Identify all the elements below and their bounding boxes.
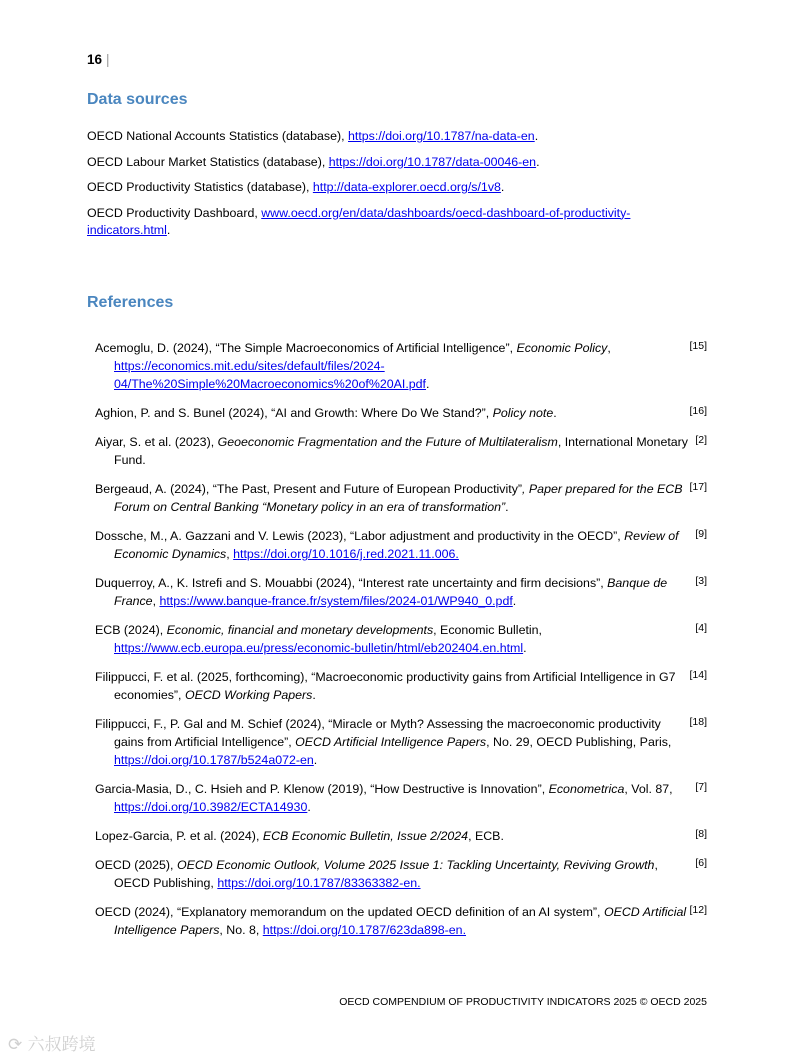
reference-link[interactable]: https://doi.org/10.1016/j.red.2021.11.006. bbox=[233, 547, 459, 561]
reference-text bbox=[95, 339, 689, 393]
data-source-link[interactable]: https://doi.org/10.1787/na-data-en bbox=[348, 129, 535, 143]
reference-segment: . bbox=[512, 594, 517, 608]
data-source-item bbox=[87, 205, 707, 239]
data-source-end: . bbox=[536, 154, 540, 169]
reference-number: [8] bbox=[695, 828, 707, 840]
reference-title: Banque de France bbox=[114, 576, 668, 608]
reference-item bbox=[95, 433, 707, 469]
reference-segment: . bbox=[312, 688, 316, 702]
reference-number: [15] bbox=[689, 340, 707, 352]
reference-segment: . bbox=[553, 406, 557, 420]
reference-segment: Filippucci, F., P. Gal and M. Schief (2024), “Miracle or Myth? Assessing the macroeconomic productivity gains from Artificial Intelligence”, bbox=[95, 717, 661, 749]
reference-number: [16] bbox=[689, 405, 707, 417]
reference-item bbox=[95, 621, 707, 657]
reference-title: , Paper prepared for the ECB Forum on Central Banking “Monetary policy in an era of transformation” bbox=[114, 482, 683, 514]
reference-number: [3] bbox=[695, 575, 707, 587]
reference-text bbox=[95, 404, 689, 422]
reference-segment: , No. 29, OECD Publishing, Paris, bbox=[486, 735, 672, 749]
reference-segment: , International Monetary Fund. bbox=[114, 435, 688, 467]
data-source-item bbox=[87, 154, 707, 171]
reference-text bbox=[95, 856, 689, 892]
reference-item bbox=[95, 404, 707, 422]
reference-title: Policy note bbox=[492, 406, 554, 420]
reference-link[interactable]: https://doi.org/10.1787/623da898-en. bbox=[262, 923, 467, 937]
reference-segment: Aiyar, S. et al. (2023), bbox=[95, 435, 218, 449]
page-number: 16 | bbox=[87, 52, 110, 67]
reference-segment: Acemoglu, D. (2024), “The Simple Macroeconomics of Artificial Intelligence”, bbox=[95, 341, 517, 355]
reference-number: [9] bbox=[695, 528, 707, 540]
reference-number: [4] bbox=[695, 622, 707, 634]
reference-item bbox=[95, 903, 707, 939]
reference-segment: . bbox=[523, 641, 527, 655]
data-source-link[interactable]: www.oecd.org/en/data/dashboards/oecd-dashboard-of-productivity-indicators.html bbox=[87, 205, 631, 237]
reference-number: [14] bbox=[689, 669, 707, 681]
reference-segment: Dossche, M., A. Gazzani and V. Lewis (2023), “Labor adjustment and productivity in the OECD”, bbox=[95, 529, 625, 543]
reference-title: Review of Economic Dynamics bbox=[114, 529, 679, 561]
reference-title: ECB Economic Bulletin, Issue 2/2024 bbox=[262, 829, 469, 843]
reference-number: [17] bbox=[689, 481, 707, 493]
data-source-label: OECD Productivity Dashboard, bbox=[87, 205, 262, 220]
reference-link[interactable]: https://www.banque-france.fr/system/files/2024-01/WP940_0.pdf bbox=[159, 594, 513, 608]
reference-text bbox=[95, 621, 689, 657]
reference-item bbox=[95, 574, 707, 610]
reference-item bbox=[95, 827, 707, 845]
reference-text bbox=[95, 527, 689, 563]
reference-segment: Duquerroy, A., K. Istrefi and S. Mouabbi (2024), “Interest rate uncertainty and firm decisions”, bbox=[95, 576, 608, 590]
reference-link[interactable]: https://doi.org/10.3982/ECTA14930 bbox=[114, 800, 308, 814]
reference-segment: , ECB. bbox=[468, 829, 504, 843]
data-source-link[interactable]: https://doi.org/10.1787/data-00046-en bbox=[328, 154, 537, 169]
reference-segment: . bbox=[505, 500, 509, 514]
data-source-end: . bbox=[534, 129, 539, 143]
reference-segment: . bbox=[313, 753, 318, 767]
reference-link[interactable]: https://doi.org/10.1787/83363382-en. bbox=[217, 876, 421, 890]
reference-link[interactable]: https://www.ecb.europa.eu/press/economic-bulletin/html/eb202404.en.html bbox=[114, 641, 524, 655]
reference-segment: Garcia-Masia, D., C. Hsieh and P. Klenow (2019), “How Destructive is Innovation”, bbox=[95, 782, 549, 796]
reference-link[interactable]: https://doi.org/10.1787/b524a072-en bbox=[114, 753, 314, 767]
reference-text bbox=[95, 668, 689, 704]
reference-segment: OECD (2024), “Explanatory memorandum on the updated OECD definition of an AI system”, bbox=[95, 905, 604, 919]
reference-text bbox=[95, 780, 689, 816]
reference-segment: Filippucci, F. et al. (2025, forthcoming), “Macroeconomic productivity gains from Artificial Intelligence in G7 economies”, bbox=[95, 670, 676, 702]
reference-segment: , bbox=[226, 547, 234, 561]
reference-number: [7] bbox=[695, 781, 707, 793]
references-list bbox=[95, 339, 707, 950]
reference-segment: , OECD Publishing, bbox=[114, 858, 658, 890]
reference-item bbox=[95, 668, 707, 704]
data-source-item bbox=[87, 128, 707, 145]
reference-text bbox=[95, 903, 689, 939]
reference-item bbox=[95, 339, 707, 393]
reference-number: [12] bbox=[689, 904, 707, 916]
reference-title: Economic, financial and monetary developments bbox=[166, 623, 434, 637]
watermark-logo: ⟳ 六叔跨境 bbox=[8, 1035, 96, 1055]
reference-title: OECD Economic Outlook, Volume 2025 Issue 1: Tackling Uncertainty, Reviving Growth bbox=[176, 858, 655, 872]
reference-title: OECD Artificial Intelligence Papers bbox=[295, 735, 487, 749]
reference-segment: . bbox=[307, 800, 311, 814]
data-source-label: OECD National Accounts Statistics (database), bbox=[87, 129, 349, 143]
reference-number: [6] bbox=[695, 857, 707, 869]
reference-text bbox=[95, 574, 689, 610]
reference-segment: , Economic Bulletin, bbox=[433, 623, 542, 637]
reference-item bbox=[95, 527, 707, 563]
data-source-label: OECD Productivity Statistics (database), bbox=[87, 180, 313, 194]
reference-text bbox=[95, 480, 689, 516]
reference-title: OECD Working Papers bbox=[184, 688, 313, 702]
reference-title: Econometrica bbox=[548, 782, 625, 796]
reference-title: Geoeconomic Fragmentation and the Future of Multilateralism bbox=[217, 435, 558, 449]
reference-title: OECD Artificial Intelligence Papers bbox=[114, 905, 687, 937]
reference-segment: Bergeaud, A. (2024), “The Past, Present and Future of European Productivity” bbox=[95, 482, 523, 496]
reference-text bbox=[95, 827, 689, 845]
reference-title: Economic Policy bbox=[516, 341, 608, 355]
reference-segment: . bbox=[426, 377, 430, 391]
reference-link[interactable]: https://economics.mit.edu/sites/default/files/2024-04/The%20Simple%20Macroeconomics%20of%20AI.pdf bbox=[114, 359, 427, 391]
reference-segment: , bbox=[607, 341, 611, 355]
reference-text bbox=[95, 715, 689, 769]
reference-number: [2] bbox=[695, 434, 707, 446]
reference-segment: , bbox=[152, 594, 160, 608]
reference-text bbox=[95, 433, 689, 469]
reference-number: [18] bbox=[689, 716, 707, 728]
reference-segment: , Vol. 87, bbox=[624, 782, 673, 796]
page-footer: OECD COMPENDIUM OF PRODUCTIVITY INDICATORS 2025 © OECD 2025 bbox=[339, 996, 707, 1008]
data-source-item bbox=[87, 179, 707, 196]
data-source-label: OECD Labour Market Statistics (database), bbox=[87, 154, 329, 169]
reference-segment: Lopez-Garcia, P. et al. (2024), bbox=[95, 829, 263, 843]
data-sources-list bbox=[87, 128, 707, 247]
data-sources-heading: Data sources bbox=[87, 91, 188, 108]
reference-segment: ECB (2024), bbox=[95, 623, 167, 637]
data-source-end: . bbox=[500, 180, 505, 194]
reference-item bbox=[95, 715, 707, 769]
reference-segment: Aghion, P. and S. Bunel (2024), “AI and Growth: Where Do We Stand?”, bbox=[95, 406, 493, 420]
references-heading: References bbox=[87, 294, 174, 311]
reference-item bbox=[95, 780, 707, 816]
reference-segment: OECD (2025), bbox=[95, 858, 177, 872]
data-source-link[interactable]: http://data-explorer.oecd.org/s/1v8 bbox=[312, 180, 501, 194]
reference-item bbox=[95, 856, 707, 892]
reference-segment: , No. 8, bbox=[219, 923, 263, 937]
data-source-end: . bbox=[166, 222, 171, 237]
reference-item bbox=[95, 480, 707, 516]
